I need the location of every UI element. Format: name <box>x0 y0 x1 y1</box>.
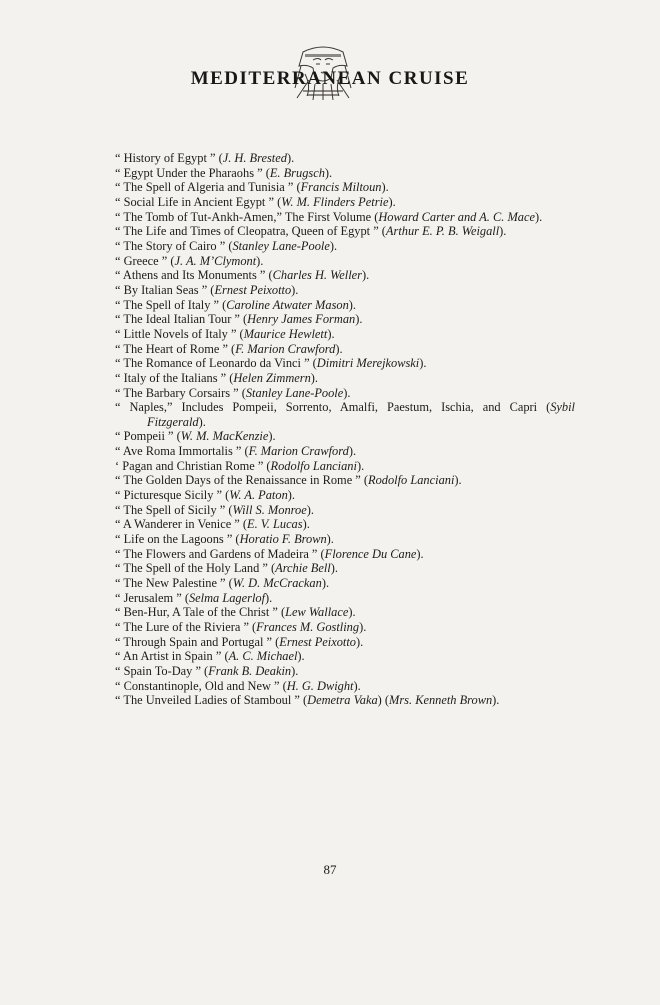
bibliography-entry <box>115 429 575 444</box>
entry-author: Helen Zimmern <box>233 370 311 385</box>
entry-punct: ). <box>499 224 507 239</box>
entry-title: “ Naples,” Includes Pompeii, Sorrento, Amalfi, Paestum, Ischia, and Capri ( <box>115 400 551 415</box>
entry-author: Dimitri Merejkowski <box>316 356 420 371</box>
entry-punct: ). <box>291 663 299 678</box>
entry-title: “ Ave Roma Immortalis ” ( <box>115 444 249 459</box>
entry-title: ‘ Pagan and Christian Rome ” ( <box>115 458 271 473</box>
bibliography-entry <box>115 386 575 401</box>
bibliography-entry <box>115 239 575 254</box>
entry-author: Frank B. Deakin <box>208 663 292 678</box>
entry-title: “ By Italian Seas ” ( <box>115 282 215 297</box>
entry-punct: ). <box>268 429 276 444</box>
entry-title: “ Greece ” ( <box>115 253 175 268</box>
entry-title: “ Picturesque Sicily ” ( <box>115 488 230 503</box>
entry-title: “ Italy of the Italians ” ( <box>115 370 234 385</box>
entry-punct: ). <box>330 561 338 576</box>
bibliography-entry <box>115 283 575 298</box>
bibliography-entry <box>115 268 575 283</box>
entry-punct: ). <box>326 532 334 547</box>
entry-punct: ). <box>454 473 462 488</box>
bibliography-entry <box>115 532 575 547</box>
bibliography-entry <box>115 649 575 664</box>
bibliography-entry <box>115 312 575 327</box>
entry-author: H. G. Dwight <box>286 678 354 693</box>
entry-punct: ). <box>291 282 299 297</box>
entry-title: “ Social Life in Ancient Egypt ” ( <box>115 194 282 209</box>
bibliography-entry <box>115 371 575 386</box>
entry-author: Caroline Atwater Mason <box>226 297 349 312</box>
entry-punct: ). <box>388 194 396 209</box>
bibliography-entry <box>115 473 575 488</box>
entry-punct: ). <box>362 268 370 283</box>
entry-punct: ). <box>359 620 367 634</box>
entry-author: E. V. Lucas <box>247 517 303 532</box>
bibliography-entry <box>115 444 575 459</box>
entry-title: “ The Ideal Italian Tour ” ( <box>115 312 248 327</box>
entry-author: Selma Lagerlof <box>188 590 266 605</box>
entry-author: Florence Du Cane <box>324 546 417 561</box>
bibliography-entry <box>115 605 575 620</box>
page-header <box>0 44 660 104</box>
entry-author: J. H. Brested <box>222 151 287 165</box>
entry-punct: ). <box>348 444 357 459</box>
entry-author: Mrs. Kenneth Brown <box>389 693 493 708</box>
entry-punct: ). <box>492 693 500 708</box>
entry-author: J. A. M’Clymont <box>174 253 257 268</box>
entry-author: Will S. Monroe <box>232 502 307 517</box>
bibliography-entry <box>115 679 575 694</box>
entry-punct: ). <box>327 326 335 341</box>
bibliography-entry <box>115 693 575 708</box>
bibliography-entry <box>115 591 575 606</box>
entry-author: Frances M. Gostling <box>256 620 360 634</box>
entry-punct: ). <box>286 151 295 165</box>
entry-title: “ Life on the Lagoons ” ( <box>115 532 240 547</box>
entry-author: Howard Carter and A. C. Mace <box>378 209 535 224</box>
entry-punct: ). <box>198 414 206 429</box>
bibliography-entry <box>115 561 575 576</box>
entry-punct: ). <box>335 341 343 356</box>
entry-author: Ernest Peixotto <box>214 282 292 297</box>
entry-title: “ The New Palestine ” ( <box>115 576 233 591</box>
page-title: MEDITERRANEAN CRUISE <box>190 68 470 89</box>
bibliography-entry <box>115 224 575 239</box>
entry-punct: ). <box>306 502 314 517</box>
entry-punct: ). <box>534 209 543 224</box>
entry-punct: ). <box>302 517 310 532</box>
entry-title: “ Through Spain and Portugal ” ( <box>115 634 280 649</box>
entry-author: Maurice Hewlett <box>243 326 328 341</box>
bibliography-entry <box>115 547 575 562</box>
bibliography-entry <box>115 664 575 679</box>
entry-punct: ). <box>265 590 273 605</box>
entry-title: “ Spain To-Day ” ( <box>115 663 209 678</box>
bibliography-entry <box>115 488 575 503</box>
bibliography-entry <box>115 195 575 210</box>
bibliography-entry <box>115 342 575 357</box>
entry-title: “ The Spell of Algeria and Tunisia ” ( <box>115 180 301 195</box>
entry-author: W. M. Flinders Petrie <box>281 194 389 209</box>
entry-punct: ). <box>419 356 427 371</box>
entry-author: Demetra Vaka <box>307 693 378 708</box>
entry-title: “ Jerusalem ” ( <box>115 590 189 605</box>
bibliography-entry <box>115 576 575 591</box>
entry-title: “ The Story of Cairo ” ( <box>115 238 233 253</box>
entry-punct: ). <box>324 165 333 180</box>
page-number: 87 <box>323 862 337 877</box>
entry-title: “ Constantinople, Old and New ” ( <box>115 678 287 693</box>
entry-punct: ) ( <box>377 693 390 708</box>
entry-title: “ An Artist in Spain ” ( <box>115 649 229 664</box>
entry-title: “ A Wanderer in Venice ” ( <box>115 517 248 532</box>
entry-author: Stanley Lane-Poole <box>232 238 330 253</box>
bibliography-entry <box>115 166 575 181</box>
bibliography-entry <box>115 298 575 313</box>
entry-title: “ The Life and Times of Cleopatra, Queen of Egypt ” ( <box>115 224 386 239</box>
entry-title: “ The Lure of the Riviera ” ( <box>115 620 257 634</box>
entry-punct: ). <box>297 649 305 664</box>
bibliography-entry <box>115 503 575 518</box>
entry-author: F. Marion Crawford <box>235 341 336 356</box>
entry-punct: ). <box>321 576 330 591</box>
entry-punct: ). <box>329 238 338 253</box>
entry-author: W. A. Paton <box>229 488 288 503</box>
entry-title: “ The Unveiled Ladies of Stamboul ” ( <box>115 693 308 708</box>
entry-title: “ The Flowers and Gardens of Madeira ” ( <box>115 546 325 561</box>
entry-author: Henry James Forman <box>247 312 356 327</box>
entry-author: Rodolfo Lanciani <box>368 473 455 488</box>
entry-punct: ). <box>343 385 351 400</box>
entry-author: Rodolfo Lanciani <box>270 458 357 473</box>
entry-title: “ The Heart of Rome ” ( <box>115 341 236 356</box>
entry-title: “ Pompeii ” ( <box>115 429 181 444</box>
entry-title: “ The Romance of Leonardo da Vinci ” ( <box>115 356 317 371</box>
bibliography-entry <box>115 254 575 269</box>
entry-punct: ). <box>356 634 364 649</box>
entry-author: A. C. Michael <box>228 649 298 664</box>
entry-title: “ The Spell of the Holy Land ” ( <box>115 561 276 576</box>
bibliography-entry <box>115 459 575 474</box>
entry-author: Archie Bell <box>275 561 331 576</box>
entry-title: “ Egypt Under the Pharaohs ” ( <box>115 165 270 180</box>
entry-title: “ The Barbary Corsairs ” ( <box>115 385 246 400</box>
entry-author: W. D. McCrackan <box>232 576 322 591</box>
entry-punct: ). <box>348 605 356 620</box>
entry-author: Lew Wallace <box>285 605 349 620</box>
bibliography-entry <box>115 635 575 650</box>
entry-title: “ History of Egypt ” ( <box>115 151 223 165</box>
entry-title: “ The Spell of Sicily ” ( <box>115 502 233 517</box>
bibliography-entry <box>115 180 575 195</box>
entry-punct: ). <box>353 678 361 693</box>
entry-author: Charles H. Weller <box>272 268 362 283</box>
bibliography-entry <box>115 356 575 371</box>
entry-title: “ The Tomb of Tut-Ankh-Amen,” The First Volume ( <box>115 209 379 224</box>
entry-punct: ). <box>356 458 365 473</box>
entry-title: “ Athens and Its Monuments ” ( <box>115 268 273 283</box>
entry-author: Sybil Fitzgerald <box>147 400 575 429</box>
entry-author: Horatio F. Brown <box>239 532 327 547</box>
bibliography-entry <box>115 151 575 166</box>
entry-punct: ). <box>287 488 296 503</box>
entry-author: Stanley Lane-Poole <box>245 385 344 400</box>
entry-author: W. M. MacKenzie <box>180 429 269 444</box>
entry-author: Francis Miltoun <box>300 180 382 195</box>
bibliography-entry <box>115 327 575 342</box>
entry-punct: ). <box>256 253 264 268</box>
bibliography-list <box>115 151 575 708</box>
entry-punct: ). <box>416 546 424 561</box>
bibliography-entry <box>115 620 575 635</box>
entry-author: Ernest Peixotto <box>279 634 356 649</box>
entry-punct: ). <box>310 370 319 385</box>
entry-title: “ The Spell of Italy ” ( <box>115 297 227 312</box>
bibliography-entry <box>115 400 575 429</box>
entry-author: Arthur E. P. B. Weigall <box>385 224 500 239</box>
entry-author: E. Brugsch <box>269 165 325 180</box>
bibliography-entry <box>115 210 575 225</box>
entry-punct: ). <box>355 312 363 327</box>
entry-punct: ). <box>348 297 357 312</box>
entry-author: F. Marion Crawford <box>248 444 349 459</box>
entry-title: “ The Golden Days of the Renaissance in Rome ” ( <box>115 473 369 488</box>
entry-title: “ Little Novels of Italy ” ( <box>115 326 244 341</box>
bibliography-entry <box>115 517 575 532</box>
entry-punct: ). <box>381 180 389 195</box>
entry-title: “ Ben-Hur, A Tale of the Christ ” ( <box>115 605 286 620</box>
